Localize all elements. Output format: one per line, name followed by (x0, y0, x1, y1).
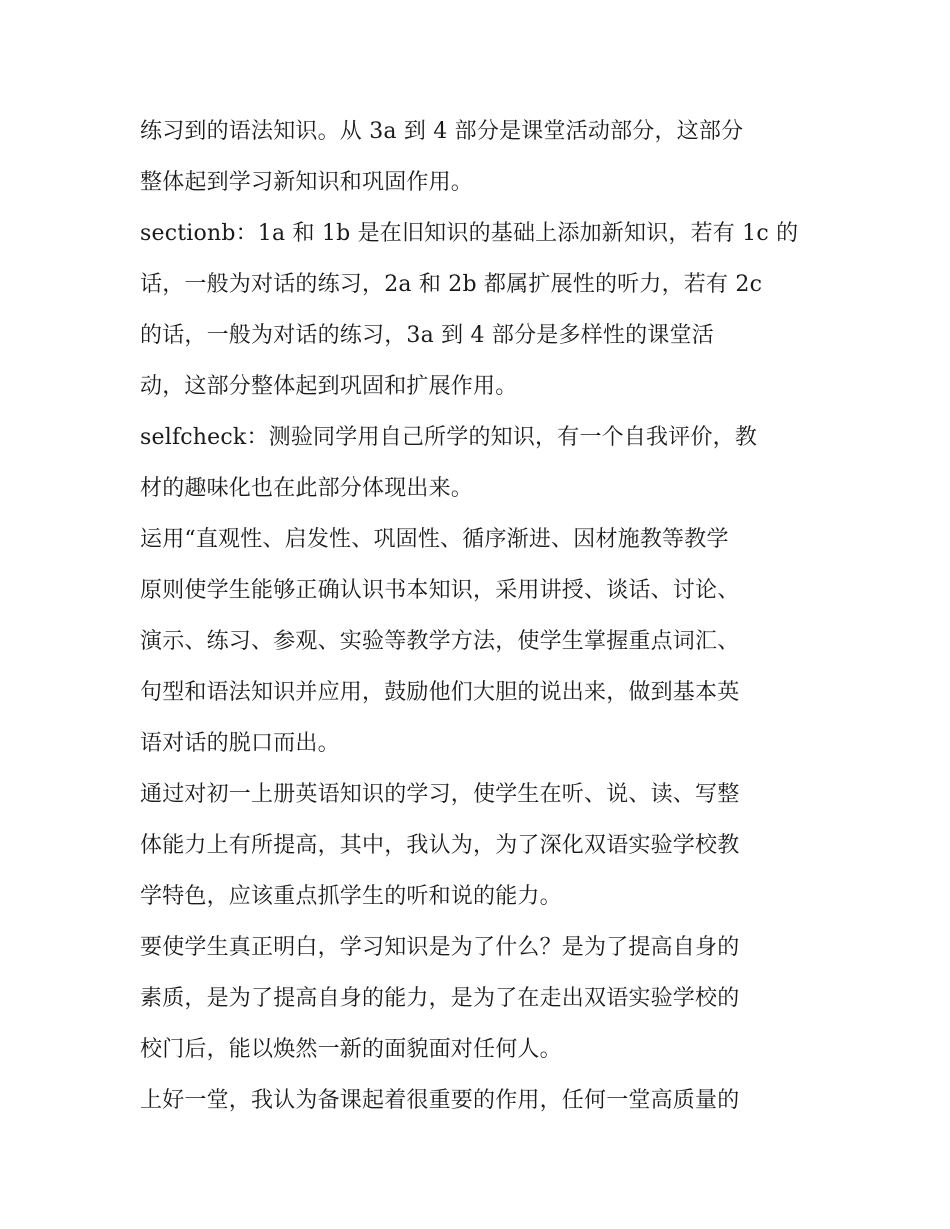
text-line: 素质，是为了提高自身的能力，是为了在走出双语实验学校的 (140, 986, 740, 1011)
text-line: selfcheck：测验同学用自己所学的知识，有一个自我评价，教 (140, 425, 758, 450)
text-line: 语对话的脱口而出。 (140, 731, 340, 756)
text-line: sectionb：1a 和 1b 是在旧知识的基础上添加新知识，若有 1c 的 (140, 221, 799, 246)
text-line: 体能力上有所提高，其中，我认为，为了深化双语实验学校教 (140, 833, 740, 858)
text-line: 原则使学生能够正确认识书本知识，采用讲授、谈话、讨论、 (140, 578, 740, 603)
text-line: 上好一堂，我认为备课起着很重要的作用，任何一堂高质量的 (140, 1088, 740, 1113)
text-line: 话，一般为对话的练习，2a 和 2b 都属扩展性的听力，若有 2c (140, 272, 763, 297)
text-line: 句型和语法知识并应用，鼓励他们大胆的说出来，做到基本英 (140, 680, 740, 705)
text-line: 校门后，能以焕然一新的面貌面对任何人。 (140, 1037, 562, 1062)
text-line: 材的趣味化也在此部分体现出来。 (140, 476, 474, 501)
text-line: 通过对初一上册英语知识的学习，使学生在听、说、读、写整 (140, 782, 740, 807)
text-line: 学特色，应该重点抓学生的听和说的能力。 (140, 884, 562, 909)
text-line: 演示、练习、参观、实验等教学方法，使学生掌握重点词汇、 (140, 629, 740, 654)
text-line: 动，这部分整体起到巩固和扩展作用。 (140, 374, 518, 399)
text-line: 要使学生真正明白，学习知识是为了什么？是为了提高自身的 (140, 935, 740, 960)
text-line: 运用“直观性、启发性、巩固性、循序渐进、因材施教等教学 (140, 527, 729, 552)
text-line: 的话，一般为对话的练习，3a 到 4 部分是多样性的课堂活 (140, 323, 714, 348)
text-line: 整体起到学习新知识和巩固作用。 (140, 170, 474, 195)
text-line: 练习到的语法知识。从 3a 到 4 部分是课堂活动部分，这部分 (140, 119, 744, 144)
document-body (140, 106, 815, 1126)
